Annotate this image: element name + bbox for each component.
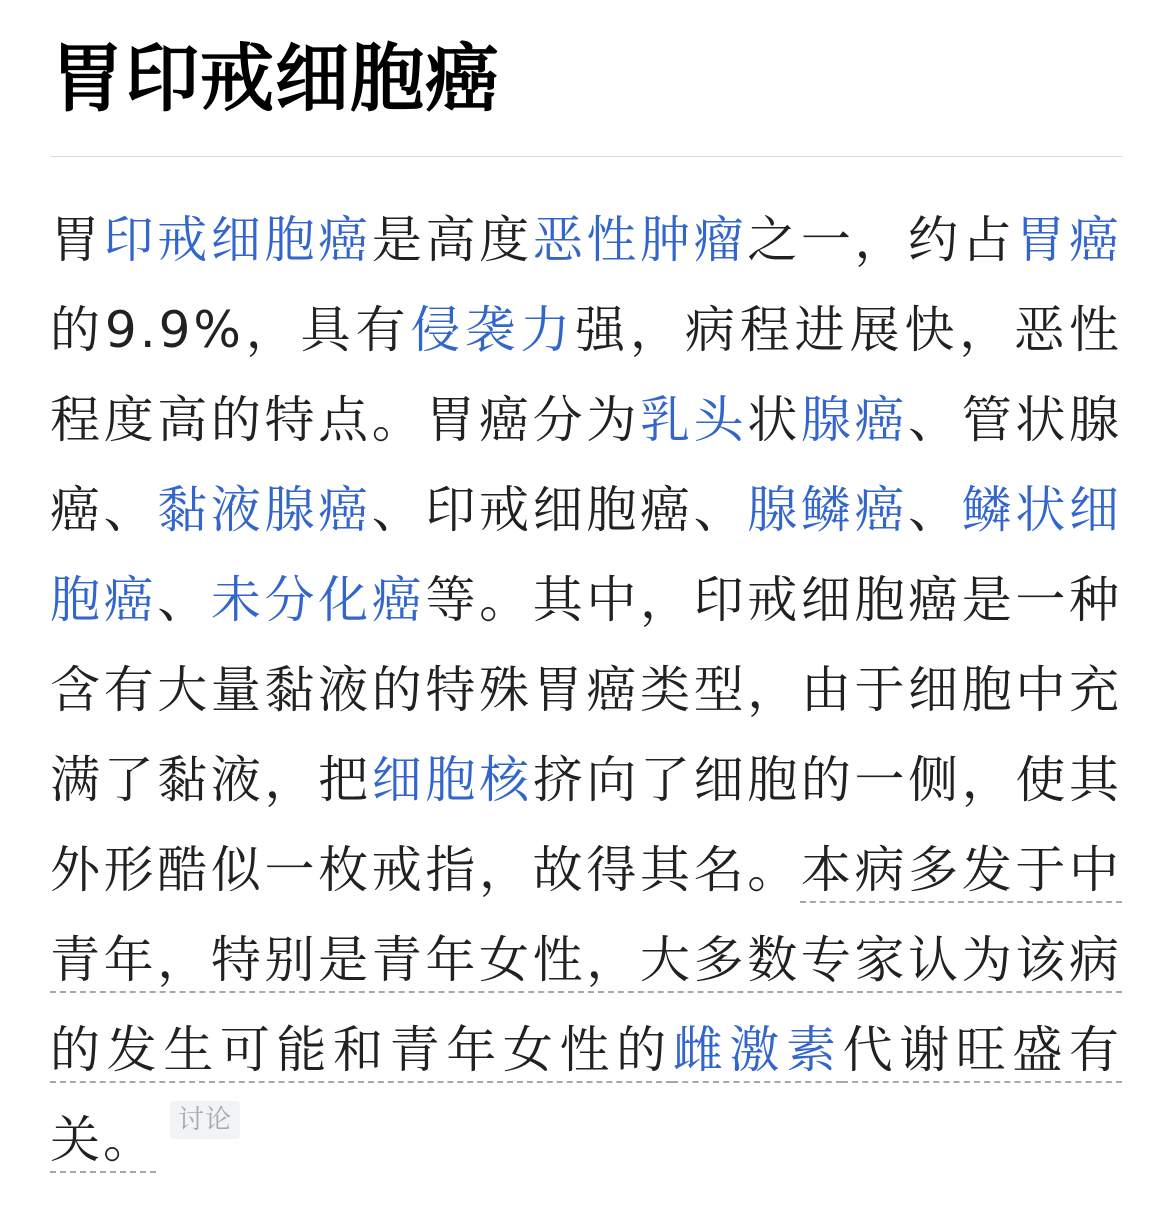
link-estrogen[interactable]: 雌激素 bbox=[672, 1021, 843, 1079]
body-text: 之一，约占 bbox=[747, 211, 1016, 269]
link-mucinous-adenocarcinoma[interactable]: 黏液腺癌 bbox=[157, 481, 372, 539]
discuss-tag[interactable]: 讨论 bbox=[170, 1101, 240, 1139]
link-gastric-cancer[interactable]: 胃癌 bbox=[1015, 211, 1123, 269]
body-text: 、印戒细胞癌、 bbox=[371, 481, 748, 539]
body-text: 是高度 bbox=[371, 211, 533, 269]
disputed-text: 本病多发于中青年，特别是青年女性，大多数专家认为该病的发生可能和青年女性的 bbox=[50, 841, 1123, 1079]
article-page bbox=[50, 0, 1122, 1185]
link-adenocarcinoma[interactable]: 腺癌 bbox=[800, 391, 909, 449]
body-text: 状 bbox=[747, 391, 801, 449]
link-undifferentiated-carcinoma[interactable]: 未分化癌 bbox=[210, 571, 426, 629]
link-cell-nucleus[interactable]: 细胞核 bbox=[371, 751, 533, 809]
link-adenosquamous-carcinoma[interactable]: 腺鳞癌 bbox=[747, 481, 909, 539]
page-title: 胃印戒细胞癌 bbox=[50, 36, 500, 122]
body-text: 、 bbox=[157, 571, 211, 629]
body-text: 胃 bbox=[50, 211, 104, 269]
body-text: 、 bbox=[908, 481, 962, 539]
link-invasiveness[interactable]: 侵袭力 bbox=[410, 301, 576, 359]
disputed-text: 代谢旺盛有关。 bbox=[50, 1021, 1123, 1169]
body-text: 挤向了细胞的一侧，使其外形酷似一枚戒指，故得其名。 bbox=[50, 751, 1123, 899]
body-text: 等。其中，印戒细胞癌是一种含有大量黏液的特殊胃癌类型，由于细胞中充满了黏液，把 bbox=[50, 571, 1123, 809]
intro-paragraph bbox=[50, 195, 1122, 1185]
body-text: 强，病程进展快，恶性程度高的特点。胃癌分为 bbox=[50, 301, 1123, 449]
link-malignant-tumor[interactable]: 恶性肿瘤 bbox=[532, 211, 748, 269]
link-papilla[interactable]: 乳头 bbox=[639, 391, 748, 449]
body-text: 的9.9%，具有 bbox=[50, 301, 411, 359]
article-body bbox=[50, 195, 1122, 1185]
link-signet-ring-cell-carcinoma[interactable]: 印戒细胞癌 bbox=[103, 211, 372, 269]
link-squamous-cell-carcinoma[interactable]: 鳞状细胞癌 bbox=[50, 481, 1123, 629]
title-divider bbox=[50, 156, 1122, 157]
body-text: 、管状腺癌、 bbox=[50, 391, 1123, 539]
